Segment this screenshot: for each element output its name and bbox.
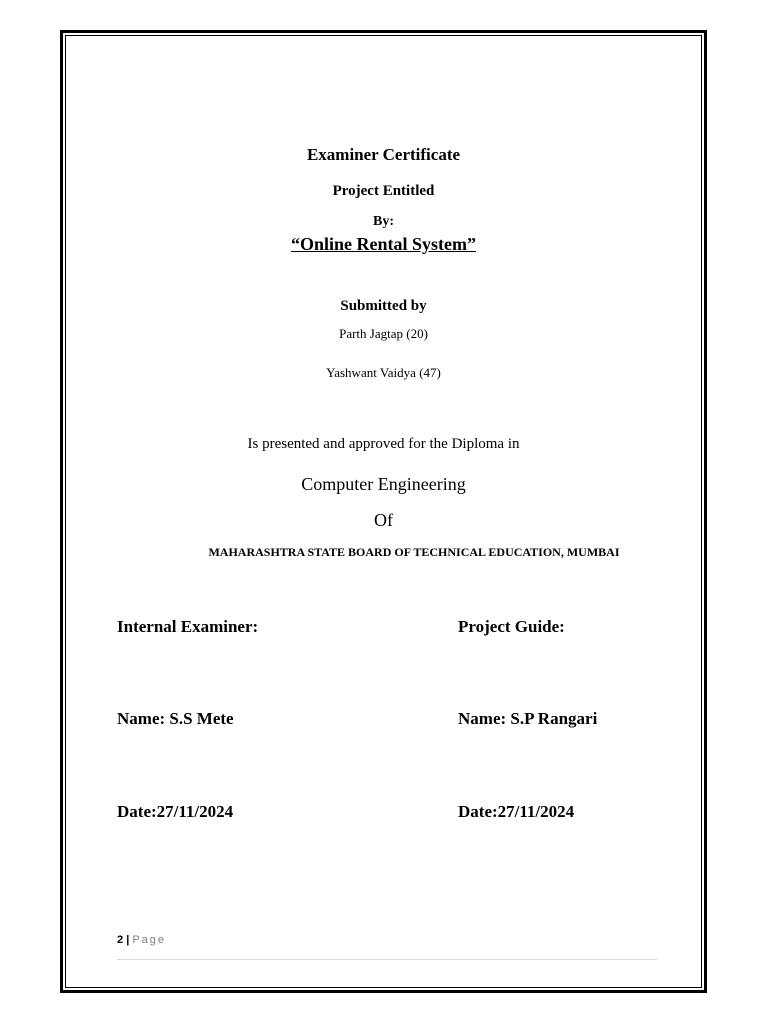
approval-statement: Is presented and approved for the Diploma in	[247, 436, 520, 452]
project-guide-date: Date:27/11/2024	[458, 802, 575, 821]
page-footer	[117, 934, 166, 946]
project-entitled-label: Project Entitled	[332, 183, 435, 199]
page-number: 2	[117, 934, 124, 946]
student-name: Yashwant Vaidya (47)	[326, 365, 441, 380]
by-label: By:	[373, 214, 394, 229]
internal-examiner-name: Name: S.S Mete	[117, 709, 234, 728]
project-name	[60, 234, 707, 255]
internal-examiner-date: Date:27/11/2024	[117, 802, 234, 821]
department-name: Computer Engineering	[301, 474, 466, 494]
student-name: Parth Jagtap (20)	[339, 326, 428, 341]
internal-examiner-label: Internal Examiner:	[117, 617, 259, 636]
project-guide-name: Name: S.P Rangari	[458, 709, 598, 728]
of-label: Of	[374, 510, 393, 530]
board-name: MAHARASHTRA STATE BOARD OF TECHNICAL EDUCATION, MUMBAI	[208, 545, 620, 559]
submitted-by-label: Submitted by	[340, 298, 427, 314]
project-guide-label: Project Guide:	[458, 617, 565, 636]
project-name-text: “Online Rental System”	[290, 234, 476, 254]
footer-rule	[117, 959, 657, 960]
page-word: Page	[132, 934, 167, 946]
certificate-title: Examiner Certificate	[306, 145, 461, 164]
footer-separator: |	[126, 934, 130, 946]
